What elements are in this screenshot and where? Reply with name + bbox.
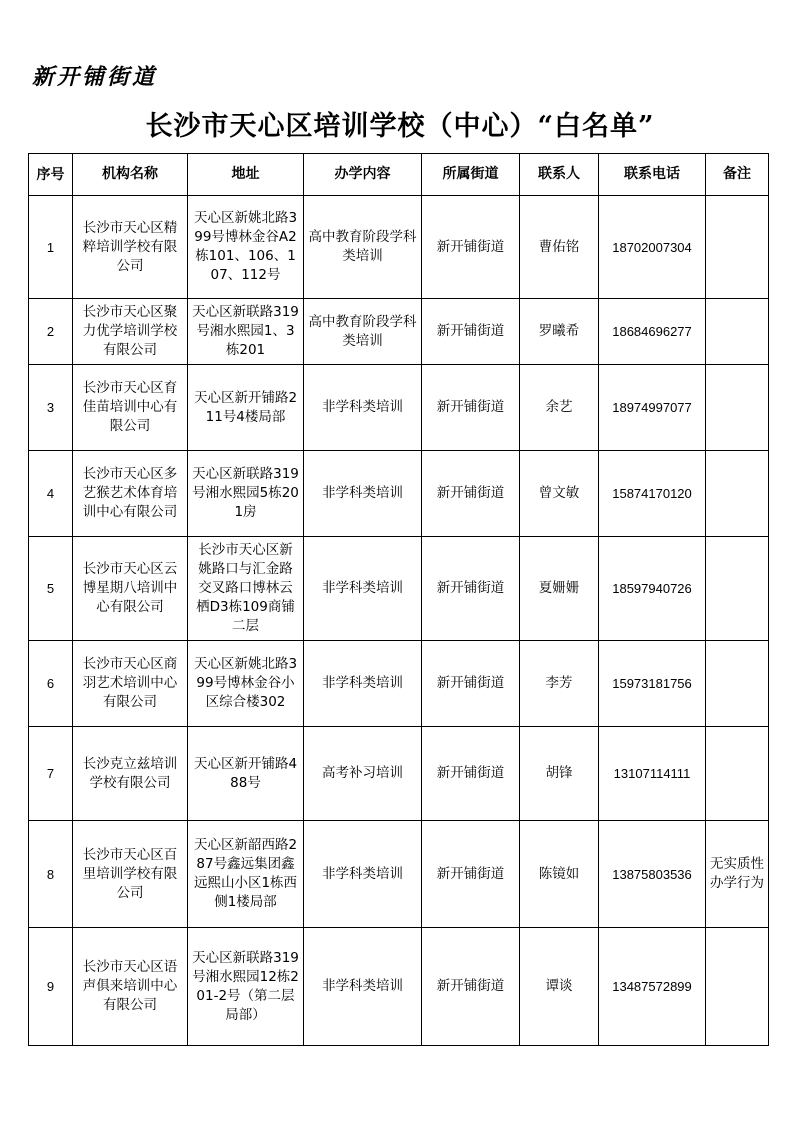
row-no: 3 [29, 365, 73, 451]
address: 长沙市天心区新姚路口与汇金路交叉路口博林云栖D3栋109商铺二层 [188, 537, 304, 641]
street: 新开铺街道 [422, 365, 520, 451]
phone-number: 15874170120 [599, 451, 706, 537]
contact-person: 曹佑铭 [520, 196, 599, 299]
street: 新开铺街道 [422, 821, 520, 928]
table-row [29, 928, 769, 1046]
phone-number: 18702007304 [599, 196, 706, 299]
org-name: 长沙市天心区多艺猴艺术体育培训中心有限公司 [73, 451, 188, 537]
street: 新开铺街道 [422, 299, 520, 365]
street: 新开铺街道 [422, 727, 520, 821]
training-content: 非学科类培训 [304, 928, 422, 1046]
note [706, 928, 769, 1046]
column-header-phone: 联系电话 [599, 154, 706, 196]
phone-number: 13487572899 [599, 928, 706, 1046]
training-content: 非学科类培训 [304, 451, 422, 537]
row-no: 8 [29, 821, 73, 928]
column-header-address: 地址 [188, 154, 304, 196]
address: 天心区新姚北路399号博林金谷小区综合楼302 [188, 641, 304, 727]
training-content: 非学科类培训 [304, 641, 422, 727]
row-no: 9 [29, 928, 73, 1046]
training-content: 非学科类培训 [304, 365, 422, 451]
phone-number: 13875803536 [599, 821, 706, 928]
training-content: 非学科类培训 [304, 537, 422, 641]
note [706, 727, 769, 821]
address: 天心区新联路319号湘水熙园12栋201-2号（第二层局部） [188, 928, 304, 1046]
note [706, 451, 769, 537]
whitelist-table [28, 153, 769, 1046]
street: 新开铺街道 [422, 641, 520, 727]
table-row [29, 821, 769, 928]
contact-person: 胡锋 [520, 727, 599, 821]
row-no: 5 [29, 537, 73, 641]
column-header-street: 所属街道 [422, 154, 520, 196]
contact-person: 李芳 [520, 641, 599, 727]
table-row [29, 537, 769, 641]
column-header-name: 机构名称 [73, 154, 188, 196]
column-header-content: 办学内容 [304, 154, 422, 196]
phone-number: 18597940726 [599, 537, 706, 641]
note [706, 537, 769, 641]
org-name: 长沙市天心区百里培训学校有限公司 [73, 821, 188, 928]
note [706, 196, 769, 299]
column-header-contact: 联系人 [520, 154, 599, 196]
training-content: 高中教育阶段学科类培训 [304, 299, 422, 365]
org-name: 长沙克立兹培训学校有限公司 [73, 727, 188, 821]
address: 天心区新姚北路399号博林金谷A2栋101、106、107、112号 [188, 196, 304, 299]
table-row [29, 299, 769, 365]
table-row [29, 196, 769, 299]
table-row [29, 365, 769, 451]
org-name: 长沙市天心区云博星期八培训中心有限公司 [73, 537, 188, 641]
address: 天心区新开铺路488号 [188, 727, 304, 821]
note [706, 299, 769, 365]
address: 天心区新韶西路287号鑫远集团鑫远熙山小区1栋西侧1楼局部 [188, 821, 304, 928]
contact-person: 罗曦希 [520, 299, 599, 365]
street: 新开铺街道 [422, 537, 520, 641]
training-content: 高考补习培训 [304, 727, 422, 821]
org-name: 长沙市天心区语声俱来培训中心有限公司 [73, 928, 188, 1046]
table-row [29, 451, 769, 537]
training-content: 非学科类培训 [304, 821, 422, 928]
row-no: 1 [29, 196, 73, 299]
org-name: 长沙市天心区聚力优学培训学校有限公司 [73, 299, 188, 365]
note [706, 365, 769, 451]
street-heading: 新开铺街道 [32, 64, 158, 90]
phone-number: 15973181756 [599, 641, 706, 727]
column-header-note: 备注 [706, 154, 769, 196]
training-content: 高中教育阶段学科类培训 [304, 196, 422, 299]
contact-person: 谭谈 [520, 928, 599, 1046]
contact-person: 曾文敏 [520, 451, 599, 537]
contact-person: 余艺 [520, 365, 599, 451]
contact-person: 夏姗姗 [520, 537, 599, 641]
table-row [29, 727, 769, 821]
address: 天心区新开铺路211号4楼局部 [188, 365, 304, 451]
row-no: 7 [29, 727, 73, 821]
org-name: 长沙市天心区精粹培训学校有限公司 [73, 196, 188, 299]
contact-person: 陈镜如 [520, 821, 599, 928]
phone-number: 13107114111 [599, 727, 706, 821]
page-title: 长沙市天心区培训学校（中心）“白名单” [145, 111, 655, 142]
phone-number: 18974997077 [599, 365, 706, 451]
row-no: 4 [29, 451, 73, 537]
table-header-row [29, 154, 769, 196]
street: 新开铺街道 [422, 928, 520, 1046]
street: 新开铺街道 [422, 196, 520, 299]
column-header-no: 序号 [29, 154, 73, 196]
phone-number: 18684696277 [599, 299, 706, 365]
note [706, 641, 769, 727]
org-name: 长沙市天心区育佳苗培训中心有限公司 [73, 365, 188, 451]
note: 无实质性办学行为 [706, 821, 769, 928]
row-no: 6 [29, 641, 73, 727]
org-name: 长沙市天心区商羽艺术培训中心有限公司 [73, 641, 188, 727]
table-row [29, 641, 769, 727]
address: 天心区新联路319号湘水熙园5栋201房 [188, 451, 304, 537]
row-no: 2 [29, 299, 73, 365]
address: 天心区新联路319号湘水熙园1、3栋201 [188, 299, 304, 365]
street: 新开铺街道 [422, 451, 520, 537]
